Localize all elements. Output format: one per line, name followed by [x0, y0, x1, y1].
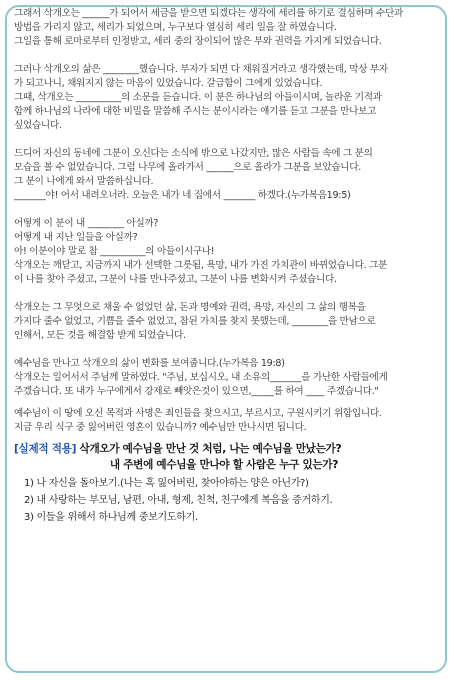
text-line: 그 분이 나에게 와서 말씀하십니다.: [14, 176, 154, 187]
text-line: 그래서 삭개오는 ______가 되어서 세금을 받으면 되겠다는 생각에 세리를 하기로 결심하며 수단과: [14, 8, 404, 19]
text-line: 예수님을 만나고 삭개오의 삶이 변화를 보여줍니다.(누가복음 19:8): [14, 358, 285, 369]
text-line: 그일을 통해 로마로부터 인정받고, 세리 중의 장이되어 많은 부와 권력을 가지게 되었습니다.: [14, 36, 382, 47]
text-line: 어떻게 내 지난 일들을 아실까?: [14, 232, 138, 243]
text-line: 방법을 가리지 않고, 세리가 되었으며, 누구보다 열심히 세리 일을 잘 하였습니다.: [14, 22, 337, 33]
text-line: 삭개오는 그 무엇으로 채울 수 없었던 삶, 돈과 명예와 권력, 욕망, 자신의 그 삶의 행복을: [14, 302, 366, 313]
paragraph-6: [14, 357, 434, 435]
text-line: 어떻게 이 분이 내 ________ 아실까?: [14, 218, 159, 229]
paragraph-1: [14, 7, 434, 49]
text-line: _______야! 어서 내려오너라. 오늘은 내가 네 집에서 _______ 하겠다.(누가복음19:5): [14, 190, 351, 201]
text-line: 지금 우리 식구 중 잃어버린 영혼이 있습니까? 예수님만 만나시면 됩니다.: [14, 422, 307, 433]
action-item: 1) 나 자신을 돌아보기.(나는 혹 잃어버린, 찾아야하는 양은 아닌가?): [24, 478, 309, 489]
worksheet-content: [14, 7, 434, 526]
question-text: 삭개오가 예수님을 만난 것 처럼, 나는 예수님을 만났는가?: [79, 443, 342, 455]
text-line: 삭개오는 일어서서 주님께 말하였다. "주님, 보십시오, 내 소유의_______을 가난한 사람들에게: [14, 372, 388, 383]
application-question-1: [14, 441, 434, 457]
text-line: 인해서, 모든 것을 해결함 받게 되었습니다.: [14, 330, 186, 341]
paragraph-4: [14, 217, 434, 287]
text-line: 삭개오는 깨닫고, 지금까지 내가 선택한 그릇됨, 욕망, 내가 가진 가치관이 바뀌었습니다. 그분: [14, 260, 388, 271]
paragraph-2: [14, 63, 434, 133]
paragraph-5: [14, 301, 434, 343]
text-line: 싶었습니다.: [14, 120, 62, 131]
action-item: 2) 내 사랑하는 부모님, 남편, 아내, 형제, 친척, 친구에게 복음을 증거하기.: [24, 495, 333, 506]
application-tag: [실제적 적용]: [14, 443, 77, 455]
text-line: 가지다 줄수 없었고, 기쁨을 줄수 없었고, 참된 가치를 찾지 못했는데, ________을 만남으로: [14, 316, 376, 327]
text-line: 아! 이분이야 말로 참 __________의 아들이시구나!: [14, 246, 215, 257]
text-line: 주겠습니다. 또 내가 누구에게서 강제로 빼앗은것이 있으면,_____를 하여 ____ 주겠습니다.": [14, 386, 379, 397]
text-line: 이 나를 찾아 주셨고, 그분이 나를 만나주셨고, 그분이 나를 변화시켜 주셨습니다.: [14, 274, 337, 285]
action-items: [14, 475, 434, 526]
paragraph-3: [14, 147, 434, 203]
text-line: 함께 하나님의 나라에 대한 비밀을 말씀해 주시는 분이시라는 얘기를 듣고 그분을 만나보고: [14, 106, 377, 117]
text-line: 예수님이 이 땅에 오신 목적과 사명은 죄인들을 찾으시고, 부르시고, 구원시키기 위함입니다.: [14, 408, 382, 419]
text-line: 그러나 삭개오의 삶은 ________했습니다. 부자가 되면 다 채워질거라고 생각했는데, 막상 부자: [14, 64, 388, 75]
application-section: [14, 441, 434, 473]
text-line: 모습을 볼 수 없었습니다. 그럼 나무에 올라가서 ______으로 올라가 그분을 보았습니다.: [14, 162, 361, 173]
action-item: 3) 이들을 위해서 하나님께 중보기도하기.: [24, 512, 198, 523]
text-line: 드디어 자신의 동네에 그분이 오신다는 소식에 밖으로 나갔지만, 많은 사람들 속에 그 분의: [14, 148, 373, 159]
application-question-2: 내 주변에 예수님을 만나야 할 사람은 누구 있는가?: [109, 459, 339, 471]
text-line: 가 되고나니, 채워지지 않는 마음이 있었습니다. 갈급함이 그에게 있었습니다.: [14, 78, 323, 89]
text-line: 그때, 삭개오는 __________의 소문을 듣습니다. 이 분은 하나님의 아들이시며, 놀라운 기적과: [14, 92, 382, 103]
